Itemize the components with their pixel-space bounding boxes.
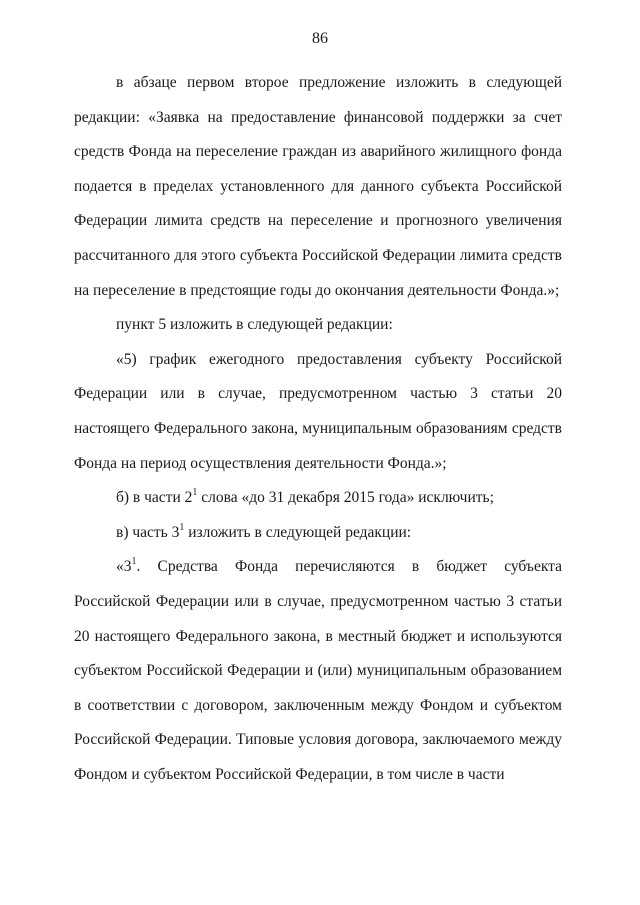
paragraph-text: изложить в следующей редакции: xyxy=(184,523,412,541)
paragraph-text: слова «до 31 декабря 2015 года» исключить; xyxy=(197,489,494,507)
paragraph-punkt-5: пункт 5 изложить в следующей редакции: xyxy=(116,316,393,334)
paragraph-text: в) часть 3 xyxy=(116,523,180,541)
superscript: 1 xyxy=(192,486,198,498)
paragraph-funds-transfer xyxy=(74,550,562,792)
superscript: 1 xyxy=(179,521,185,533)
paragraph-part-3-1 xyxy=(74,516,562,551)
paragraph-abzac-edit: в абзаце первом второе предложение изложить в следующей редакции: «Заявка на предоставление финансовой поддержки за счет средств Фонда на переселение граждан из аварийного жилищного фонда подается в пределах установленного для данного субъекта Российской Федерации лимита средств на переселение и прогнозного увеличения рассчитанного для этого субъекта Российской Федерации лимита средств на переселение в предстоящие годы до окончания деятельности Фонда.»; xyxy=(74,74,562,299)
paragraph-schedule: «5) график ежегодного предоставления субъекту Российской Федерации или в случае, предусмотренном частью 3 статьи 20 настоящего Федерального закона, муниципальным образованиям средств Фонда на период осуществления деятельности Фонда.»; xyxy=(74,350,562,472)
superscript: 1 xyxy=(131,556,137,568)
paragraph-text: . Средства Фонда перечисляются в бюджет субъекта Российской Федерации или в случае, предусмотренном частью 3 статьи 20 настоящего Федерального закона, в местный бюджет и используются субъектом Российской Федерации и (или) муниципальным образованием в соответствии с договором, заключенным между Фондом и субъектом Российской Федерации. Типовые условия договора, заключаемого между Фондом и субъектом Российской Федерации, в том числе в части xyxy=(74,558,562,783)
paragraph-part-2-1 xyxy=(74,481,562,516)
page-number: 86 xyxy=(312,30,328,47)
paragraph-text: «3 xyxy=(116,558,132,576)
paragraph-text: б) в части 2 xyxy=(116,489,193,507)
document-body xyxy=(74,66,562,792)
